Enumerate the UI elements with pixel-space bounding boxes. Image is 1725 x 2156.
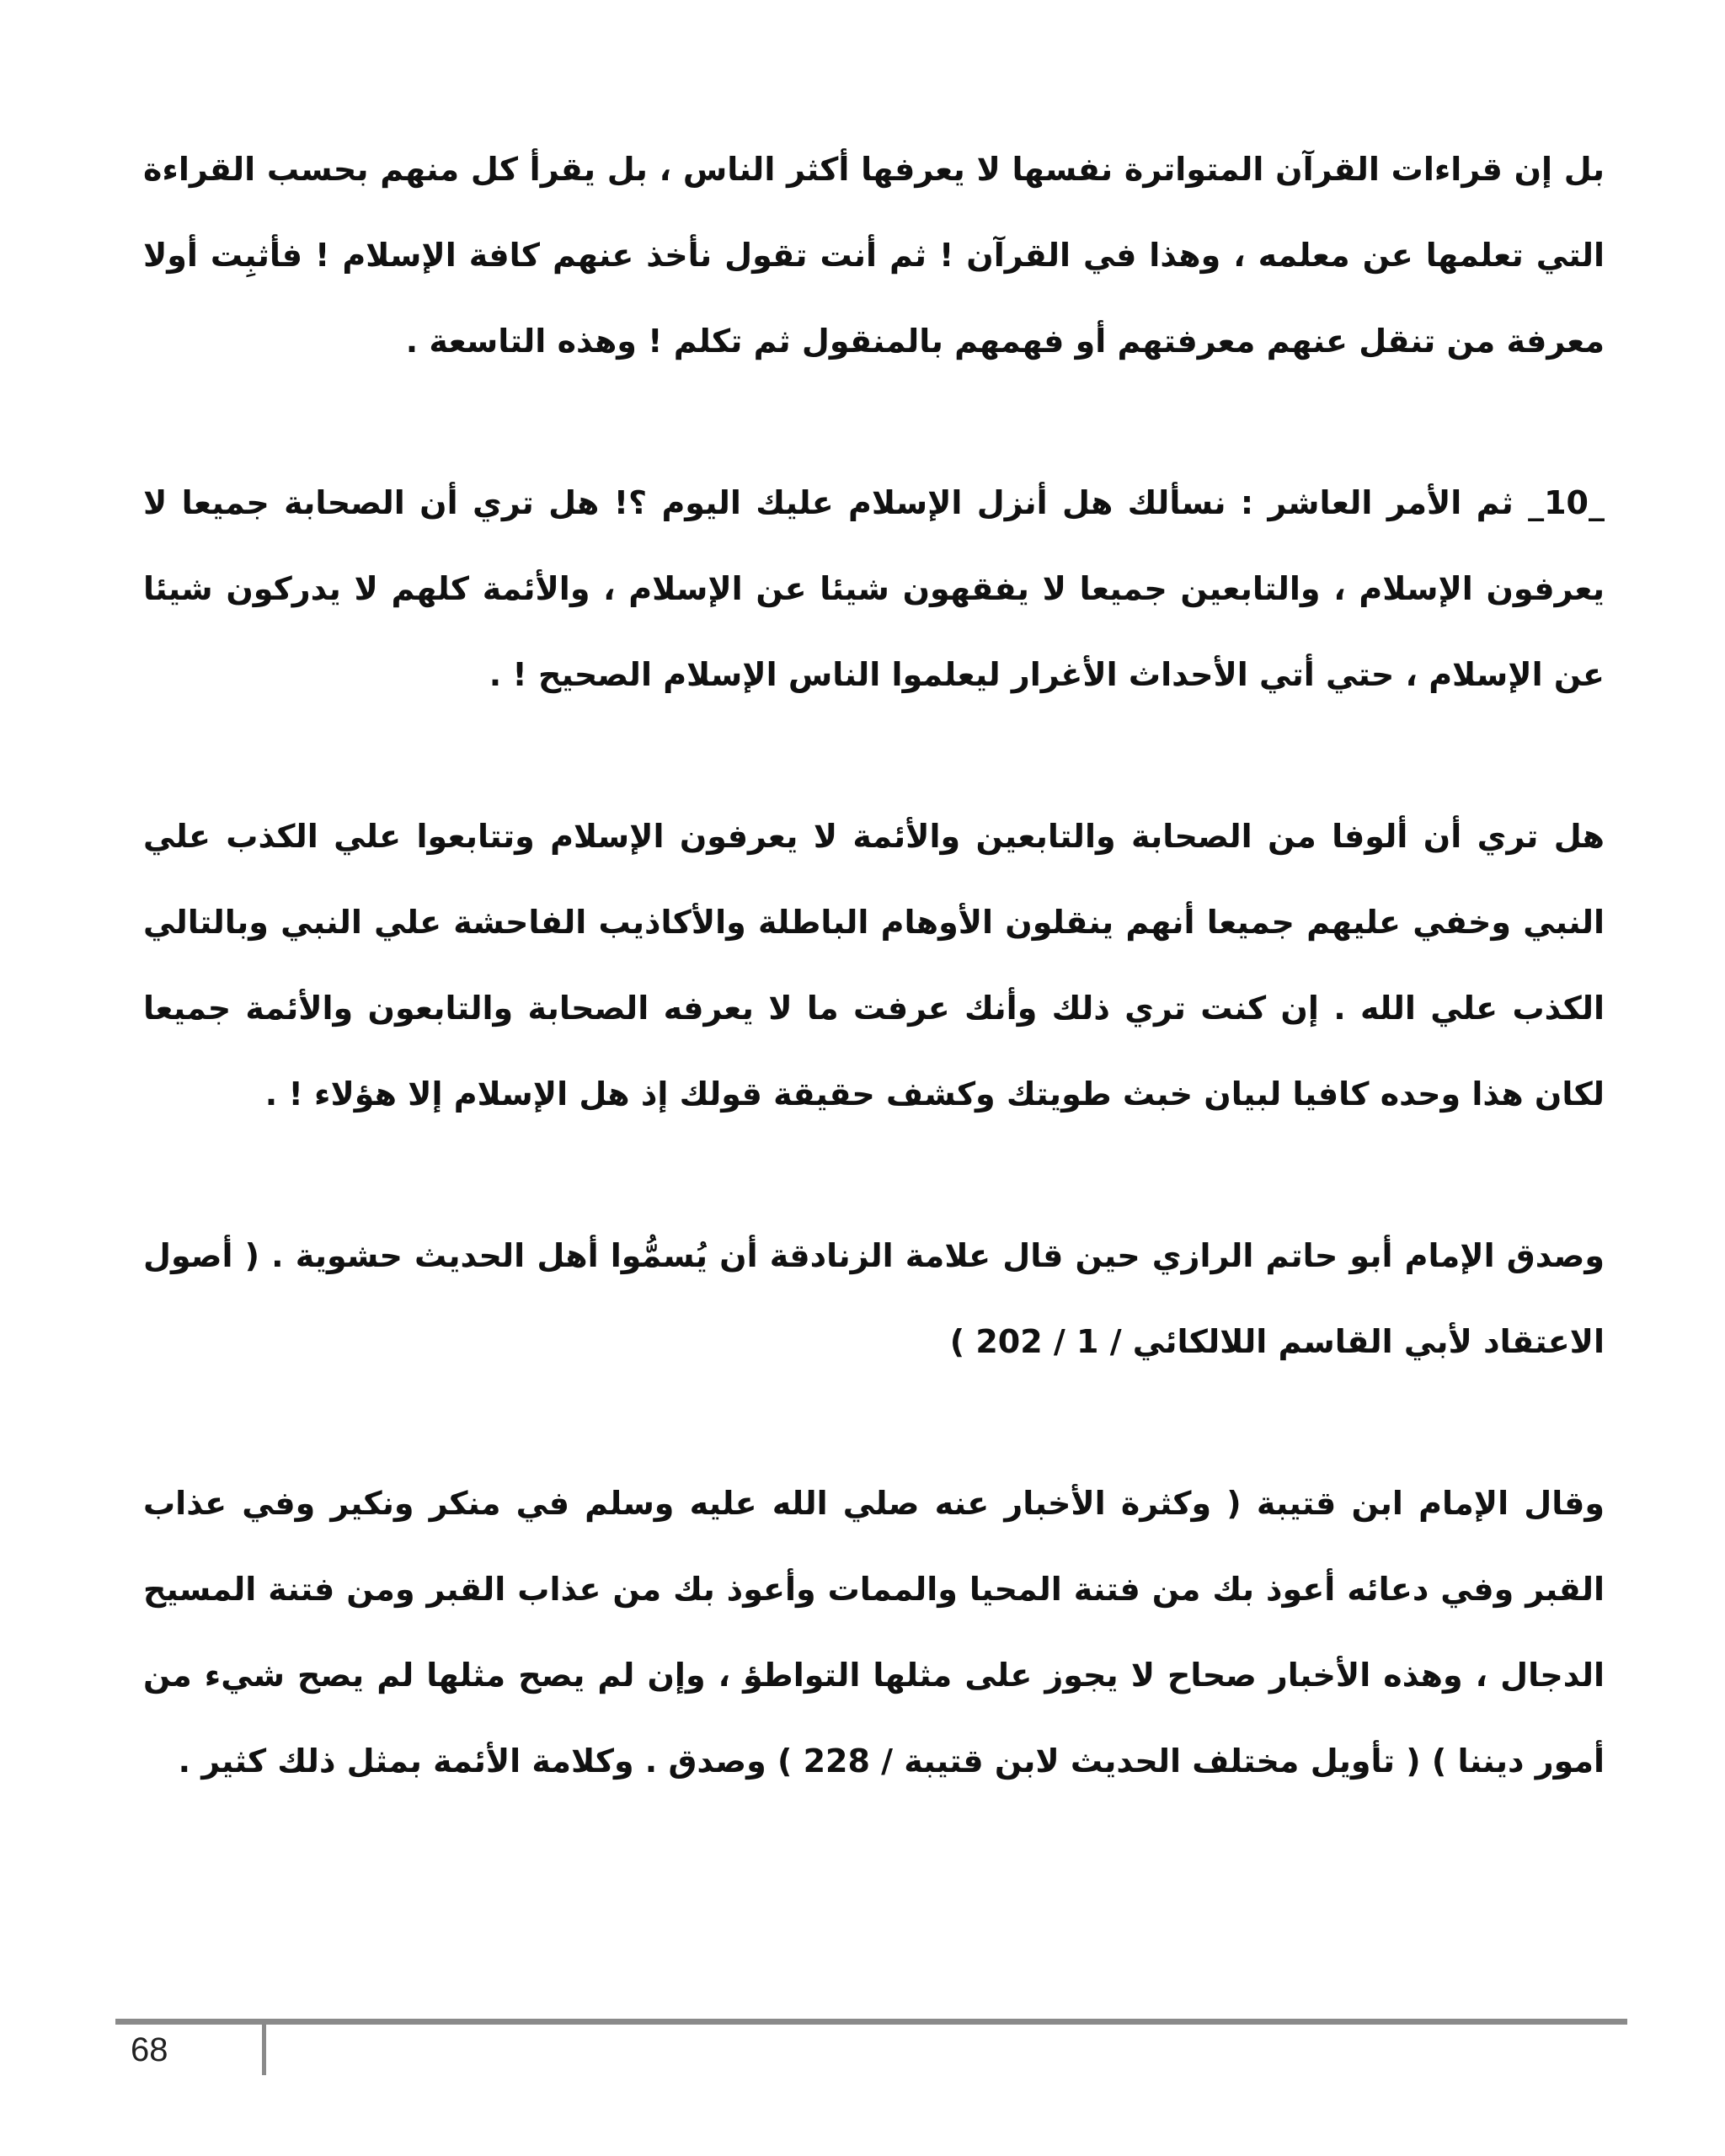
body-text [143, 126, 1605, 1804]
paragraph-5: وقال الإمام ابن قتيبة ( وكثرة الأخبار عنه صلي الله عليه وسلم في منكر ونكير وفي عذاب القبر وفي دعائه أعوذ بك من فتنة المحيا والممات وأعوذ بك من عذاب القبر ومن فتنة المسيح الدجال ، وهذه الأخبار صحاح لا يجوز على مثلها التواطؤ ، وإن لم يصح مثلها لم يصح شيء من أمور ديننا ) ( تأويل مختلف الحديث لابن قتيبة / 228 ) وصدق . وكلامة الأئمة بمثل ذلك كثير . [143, 1485, 1605, 1780]
paragraph-gap [143, 384, 1605, 460]
paragraph-gap [143, 718, 1605, 793]
paragraph-4: وصدق الإمام أبو حاتم الرازي حين قال علامة الزنادقة أن يُسمُّوا أهل الحديث حشوية . ( أصول الاعتقاد لأبي القاسم اللالكائي / 1 / 202 ) [143, 1237, 1605, 1360]
footer-divider [262, 2025, 266, 2075]
paragraph-2: _10_ ثم الأمر العاشر : نسألك هل أنزل الإسلام عليك اليوم ؟! هل تري أن الصحابة جميعا لا يعرفون الإسلام ، والتابعين جميعا لا يفقهون شيئا عن الإسلام ، والأئمة كلهم لا يدركون شيئا عن الإسلام ، حتي أتي الأحداث الأغرار ليعلموا الناس الإسلام الصحيح ! . [143, 484, 1605, 693]
page-number: 68 [131, 2031, 168, 2068]
paragraph-3: هل تري أن ألوفا من الصحابة والتابعين والأئمة لا يعرفون الإسلام وتتابعوا علي الكذب علي النبي وخفي عليهم جميعا أنهم ينقلون الأوهام الباطلة والأكاذيب الفاحشة علي النبي وبالتالي الكذب علي الله . إن كنت تري ذلك وأنك عرفت ما لا يعرفه الصحابة والتابعون والأئمة جميعا لكان هذا وحده كافيا لبيان خبث طويتك وكشف حقيقة قولك إذ هل الإسلام إلا هؤلاء ! . [143, 818, 1605, 1113]
paragraph-gap [143, 1137, 1605, 1213]
paragraph-1: بل إن قراءات القرآن المتواترة نفسها لا يعرفها أكثر الناس ، بل يقرأ كل منهم بحسب القراءة التي تعلمها عن معلمه ، وهذا في القرآن ! ثم أنت تقول نأخذ عنهم كافة الإسلام ! فأثبِت أولا معرفة من تنقل عنهم معرفتهم أو فهمهم بالمنقول ثم تكلم ! وهذه التاسعة . [143, 151, 1605, 360]
footer-rule [115, 2019, 1627, 2025]
paragraph-gap [143, 1385, 1605, 1460]
